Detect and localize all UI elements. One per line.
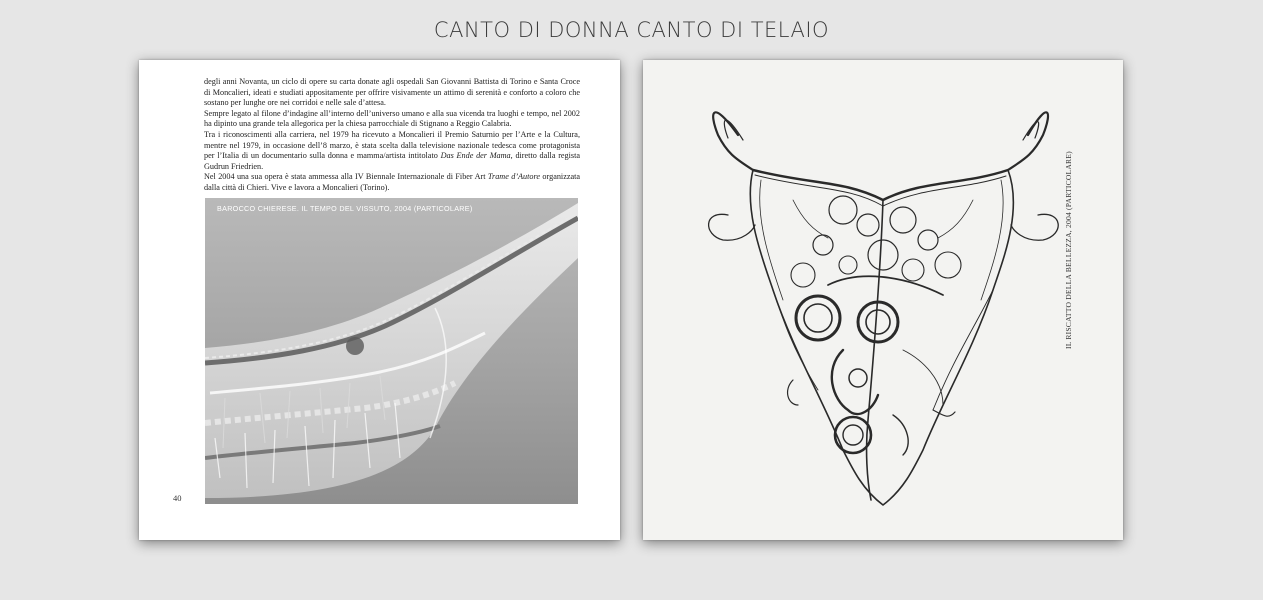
paragraph: degli anni Novanta, un ciclo di opere su carta donate agli ospedali San Giovanni Battista di Torino e Santa Croce di Moncalieri, ideati e studiati appositamente per offrire visivamente un attimo di serenità e conforto a coloro che sostano per lunghe ore nei corridoi e nelle sale d’attesa. — [204, 77, 580, 108]
documentary-title: Das Ende der Mama — [440, 151, 511, 161]
page-number: 40 — [173, 493, 182, 503]
photo-caption: BAROCCO CHIERESE. IL TEMPO DEL VISSUTO, 2004 (PARTICOLARE) — [217, 204, 473, 213]
wire-sculpture-image — [643, 60, 1123, 540]
left-book-page — [139, 60, 620, 540]
body-text — [204, 77, 580, 194]
paragraph — [204, 130, 580, 172]
artwork-photo-barocco-chierese — [205, 198, 578, 504]
exhibition-title: Trame d’Autore — [487, 172, 541, 182]
right-book-page — [643, 60, 1123, 540]
paragraph-text: Tra i riconoscimenti alla carriera, nel 1979 ha ricevuto a Moncalieri il Premio Saturnio per l’Arte e la Cultura, mentre nel 1979, in occasione dell’8 marzo, è stata scelta dalla televisione nazionale tedesca come protagonista per l’Italia di un documentario sulla donna e mamma/artista intitolato — [204, 129, 580, 161]
vertical-caption: IL RISCATTO DELLA BELLEZZA, 2004 (PARTICOLARE) — [1064, 151, 1073, 349]
paragraph-text: , diretto dalla regista Gudrun Friedrien. — [204, 151, 581, 171]
paragraph — [204, 172, 580, 193]
paragraph: Sempre legato al filone d’indagine all’interno dell’universo umano e alla sua vicenda tra luoghi e tempo, nel 2002 ha dipinto una grande tela allegorica per la chiesa parrocchiale di Stignano a Reggio Calabria. — [204, 108, 580, 129]
site-title: CANTO DI DONNA CANTO DI TELAIO — [433, 18, 830, 42]
paragraph-text: organizzata dalla città di Chieri. Vive e lavora a Moncalieri (Torino). — [204, 172, 581, 192]
paragraph-text: Nel 2004 una sua opera è stata ammessa alla IV Biennale Internazionale di Fiber Art — [204, 172, 486, 182]
